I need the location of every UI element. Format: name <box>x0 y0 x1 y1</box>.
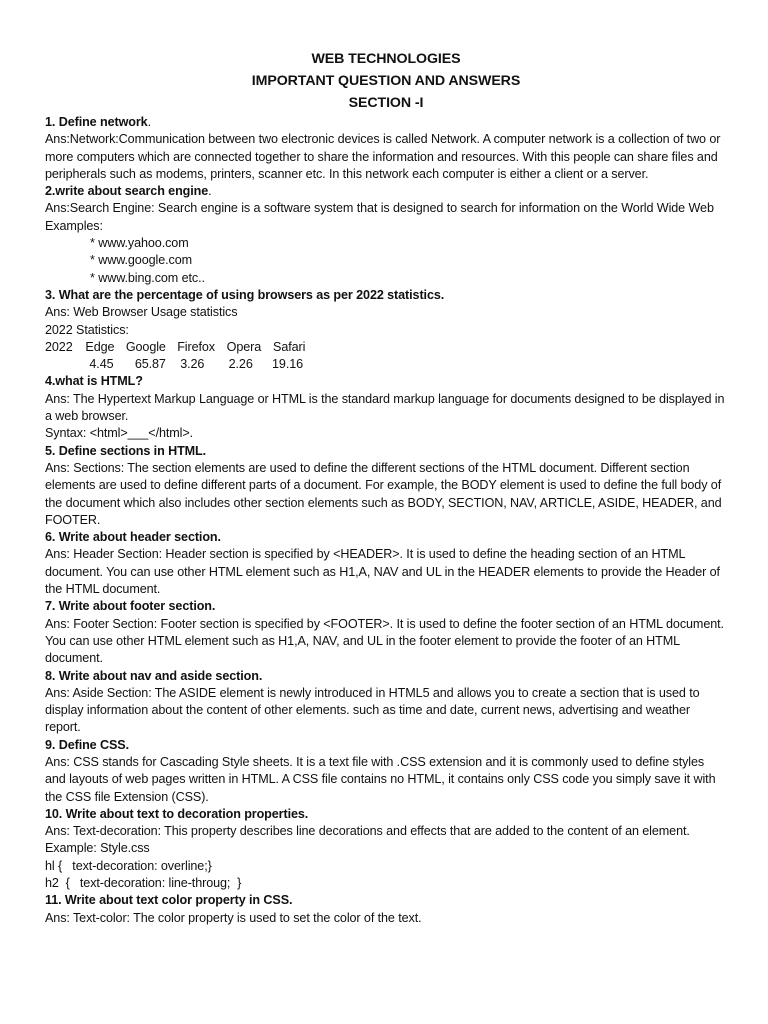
question-5: 5. Define sections in HTML. <box>45 443 207 458</box>
answer-4: Ans: The Hypertext Markup Language or HTML is the standard markup language for documents designed to be displayed in a web browser. <box>45 391 725 424</box>
question-2 <box>45 183 727 200</box>
stats-header-row <box>45 339 727 356</box>
answer-2: Ans:Search Engine: Search engine is a software system that is designed to search for information on the World Wide Web <box>45 201 714 216</box>
stats-header-cell: Safari <box>273 339 306 354</box>
code-line: h2 { text-decoration: line-throug; } <box>45 876 242 891</box>
stats-year: 2022 <box>45 339 73 354</box>
question-1-tail: . <box>147 115 151 129</box>
doc-title-line2: IMPORTANT QUESTION AND ANSWERS <box>251 73 521 89</box>
question-9: 9. Define CSS. <box>45 737 129 752</box>
stats-value-cell: 19.16 <box>272 357 304 372</box>
question-4: 4.what is HTML? <box>45 374 143 389</box>
code-line: hl { text-decoration: overline;} <box>45 858 212 873</box>
question-8: 8. Write about nav and aside section. <box>45 668 263 683</box>
stats-header-cell: Opera <box>226 339 262 354</box>
doc-title-line1: WEB TECHNOLOGIES <box>311 51 461 67</box>
answer-11: Ans: Text-color: The color property is used to set the color of the text. <box>45 910 422 925</box>
question-2-tail: . <box>208 184 212 199</box>
answer-9: Ans: CSS stands for Cascading Style sheets. It is a text file with .CSS extension and it is commonly used to define styles and layouts of web pages written in HTML. A CSS file contains no HTML, it contains only CSS code you simply save it with the CSS file Extension (CSS). <box>45 754 716 804</box>
example-item: * www.yahoo.com <box>90 236 189 251</box>
answer-4-syntax: Syntax: <html>___</html>. <box>45 426 194 441</box>
answer-6: Ans: Header Section: Header section is specified by <HEADER>. It is used to define the heading section of an HTML document. You can use other HTML element such as H1,A, NAV and UL in the HEADER elements to provide the Header of the HTML document. <box>45 547 720 597</box>
stats-header-cell: Google <box>125 339 166 354</box>
stats-header-cell: Firefox <box>177 339 216 354</box>
answer-3-line2: 2022 Statistics: <box>45 322 129 337</box>
question-7: 7. Write about footer section. <box>45 599 216 614</box>
answer-10: Ans: Text-decoration: This property describes line decorations and effects that are added to the content of an element. <box>45 824 690 839</box>
question-6: 6. Write about header section. <box>45 530 221 545</box>
question-10: 10. Write about text to decoration properties. <box>45 806 309 821</box>
document-page <box>45 48 727 927</box>
examples-label: Examples: <box>45 218 103 233</box>
stats-value-cell: 65.87 <box>134 357 166 372</box>
question-1-text: 1. Define network <box>45 115 148 129</box>
stats-value-row <box>45 356 727 373</box>
doc-title-line3: SECTION -I <box>348 95 424 111</box>
question-1 <box>45 114 727 131</box>
question-2-text: 2.write about search engine <box>45 184 209 199</box>
answer-7: Ans: Footer Section: Footer section is specified by <FOOTER>. It is used to define the footer section of an HTML document. You can use other HTML element such as H1,A, NAV, and UL in the footer element to provide the footer of an HTML document. <box>45 616 724 666</box>
question-3: 3. What are the percentage of using browsers as per 2022 statistics. <box>45 287 445 302</box>
answer-10-example: Example: Style.css <box>45 841 150 856</box>
question-11: 11. Write about text color property in CSS. <box>45 893 293 908</box>
stats-value-cell: 3.26 <box>180 357 205 372</box>
example-item: * www.bing.com etc.. <box>90 270 205 285</box>
stats-value-cell: 2.26 <box>228 357 253 372</box>
example-item: * www.google.com <box>90 253 192 268</box>
answer-3-line1: Ans: Web Browser Usage statistics <box>45 305 238 320</box>
stats-header-cell: Edge <box>85 339 115 354</box>
stats-value-cell: 4.45 <box>89 357 114 372</box>
answer-8: Ans: Aside Section: The ASIDE element is newly introduced in HTML5 and allows you to create a section that is used to display information about the content of other elements. such as time and date, current news, advertising and weather report. <box>45 685 700 735</box>
answer-5: Ans: Sections: The section elements are used to define the different sections of the HTML document. Different section elements are used to define different parts of a document. For example, the BODY element is used to define the full body of the document which also includes other section elements such as BODY, SECTION, NAV, ARTICLE, ASIDE, HEADER, and FOOTER. <box>45 460 722 527</box>
answer-1: Ans:Network:Communication between two electronic devices is called Network. A computer network is a collection of two or more computers which are connected together to share the information and resources. With this people can share files and peripherals such as modems, printers, scanner etc. In this network each computer is either a client or a server. <box>45 132 721 181</box>
